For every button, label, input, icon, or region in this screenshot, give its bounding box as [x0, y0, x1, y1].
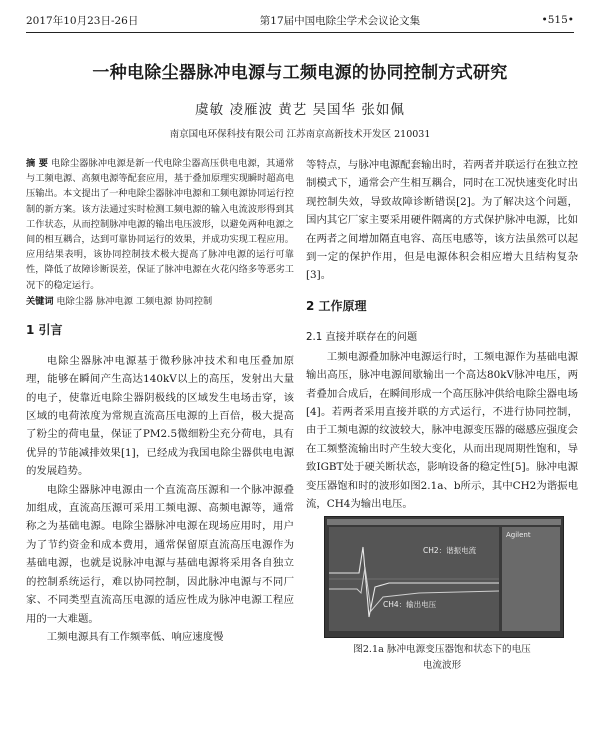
continued-paragraph: 等特点，与脉冲电源配套输出时，若两者并联运行在独立控制模式下，通常会产生相互耦合，同时在工况快速变化时出现控制失效，导致故障诊断错误[2]。为了解决这个问题，国内其它厂家主要采用硬件隔离的方式保护脉冲电源，比如在两者之间增加隔直电容、高压电感等，该方法虽然可以起到一定的保护作用，但是电源体积会相应增大且结构复杂[3]。 — [306, 159, 578, 282]
oscilloscope-brand: Agilent — [506, 530, 531, 539]
figure-caption-line-2: 电流波形 — [422, 659, 462, 671]
section-2-heading: 2 工作原理 — [306, 298, 367, 313]
section-1-paragraph-1: 电除尘器脉冲电源基于微秒脉冲技术和电压叠加原理，能够在瞬间产生高达140kV以上的高压，发射出大量的电子，使靠近电除尘器阴极线的区域发生电场击穿，该区域的电荷浓度为常规直流高压电源的上百倍，极大提高了粉尘的荷电量，保证了PM2.5微细粉尘充分荷电，具有优异的节能减排效果[1]，已经成为我国电除尘器供电电源的发展趋势。 — [26, 354, 294, 478]
header-page-number: •515• — [541, 14, 574, 26]
header-date: 2017年10月23日-26日 — [26, 14, 139, 27]
paper-title: 一种电除尘器脉冲电源与工频电源的协同控制方式研究 — [92, 63, 508, 83]
section-1-paragraph-3: 工频电源具有工作频率低、响应速度慢 — [46, 630, 224, 643]
keywords-label: 关键词 — [26, 295, 54, 307]
right-column — [306, 156, 578, 674]
paper-affiliation: 南京国电环保科技有限公司 江苏南京高新技术开发区 210031 — [169, 129, 431, 140]
section-2-1-paragraph: 工频电源叠加脉冲电源运行时，工频电源作为基础电源输出高压，脉冲电源间歇输出一个高达80kV脉冲电压，两者叠加合成后，在瞬间形成一个高压脉冲供给电除尘器电场[4]。若两者采用直接并联的方式运行，不进行协同控制，由于工频电源的纹波较大，脉冲电源变压器的磁感应强度会在工频整流输出时产生较大变化，从而出现周期性饱和，导致IGBT处于硬关断状态，影响设备的稳定性[5]。脉冲电源变压器饱和时的波形如图2.1a、b所示，其中CH2为谐振电流，CH4为输出电压。 — [306, 350, 578, 511]
left-column — [26, 156, 294, 646]
oscilloscope-figure — [324, 516, 564, 638]
oscilloscope-status-bar — [327, 519, 561, 525]
section-1-paragraph-2: 电除尘器脉冲电源由一个直流高压源和一个脉冲源叠加组成，直流高压源可采用工频电源、高频电源等，通常称之为基础电源。电除尘器脉冲电源在现场应用时，用户为了节约资金和成本费用，通常保留原直流高压电源作为基础电源，也就是说脉冲电源与基础电源将采用各自独立的控制系统运行，难以协同控制，因此脉冲电源与不同厂家、不同类型直流高压电源的适应性成为脉冲电源工程应用的一大难题。 — [26, 483, 294, 625]
running-header — [26, 12, 574, 28]
keywords — [26, 294, 294, 309]
abstract-label: 摘 要 — [26, 158, 49, 169]
section-1-heading: 1 引言 — [26, 322, 63, 337]
waveform-plot — [329, 527, 499, 631]
ch2-label: CH2：谐振电流 — [423, 545, 477, 555]
oscilloscope-control-panel — [502, 527, 560, 631]
abstract — [26, 156, 294, 293]
subsection-2-1-heading: 2.1 直接并联存在的问题 — [306, 331, 418, 343]
header-rule — [26, 32, 574, 33]
figure-caption-line-1: 图2.1a 脉冲电源变压器饱和状态下的电压 — [353, 643, 531, 655]
paper-authors: 虞敏 凌雁波 黄艺 吴国华 张如佩 — [195, 102, 405, 118]
keywords-text: 电除尘器 脉冲电源 工频电源 协同控制 — [56, 295, 213, 307]
figure-caption — [306, 642, 578, 674]
header-proceedings: 第17届中国电除尘学术会议论文集 — [259, 14, 421, 27]
ch4-label: CH4：输出电压 — [383, 599, 437, 609]
abstract-text: 电除尘器脉冲电源是新一代电除尘器高压供电电源，其通常与工频电源、高频电源等配套应用，基于叠加原理实现瞬时超高电压输出。本文提出了一种电除尘器脉冲电源和工频电源协同运行控制的新方案。该方法通过实时检测工频电源的输入电流波形得到其工作状态，从而控制脉冲电源的输出电压波形，以避免两种电源之间的相互耦合，达到可靠协同运行的效果，并成功实现工程应用。应用结果表明，该协同控制技术极大提高了脉冲电源的运行可靠性，降低了故障诊断误差，保证了脉冲电源在火花闪络多等恶劣工况下的稳定运行。 — [26, 158, 295, 291]
